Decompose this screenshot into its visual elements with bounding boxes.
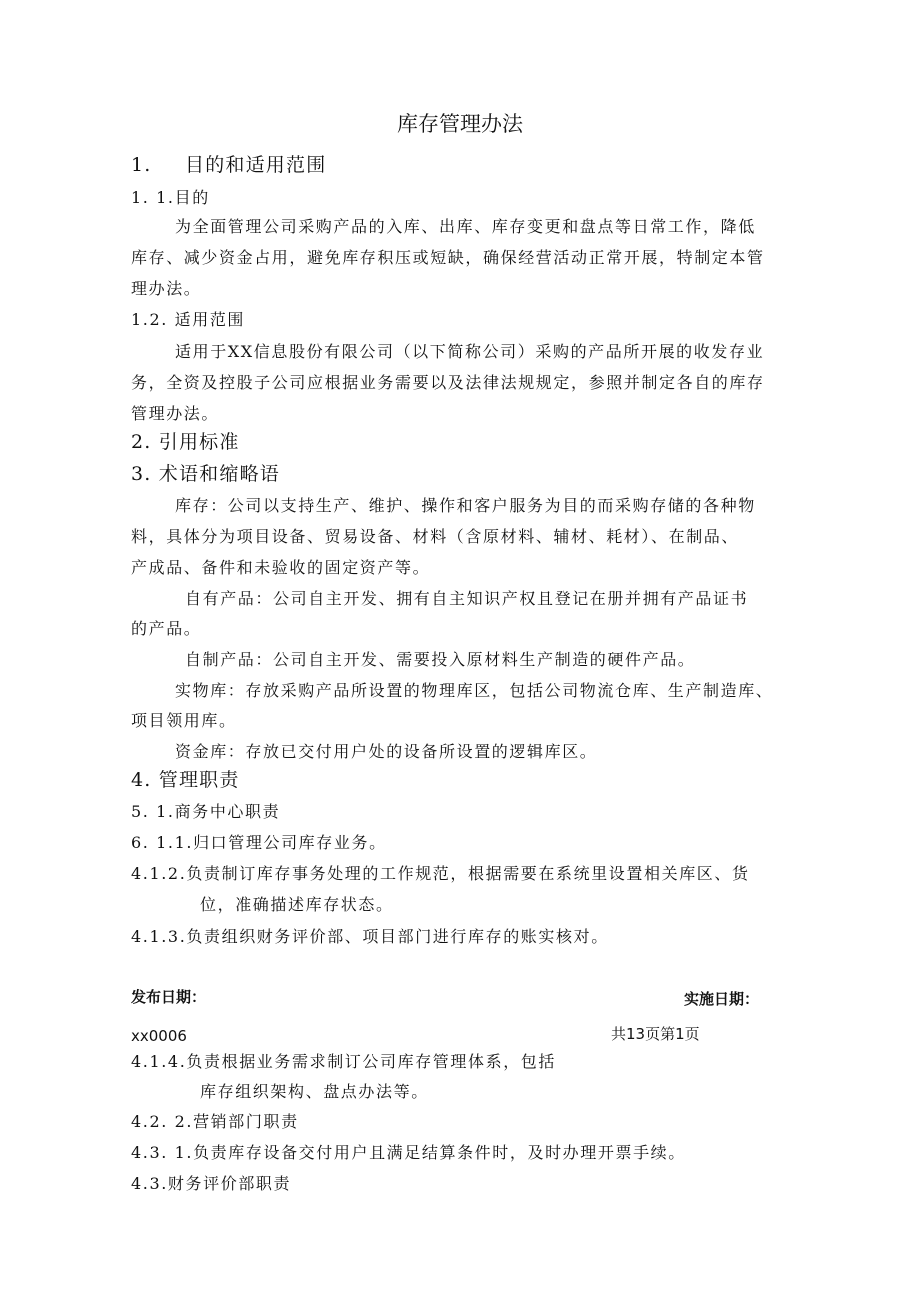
term-own-product-line-2: 的产品。: [131, 619, 202, 638]
scope-line-3: 管理办法。: [131, 404, 220, 423]
section-1-1-heading: 1. 1.目的: [131, 188, 210, 207]
term-inventory-line-2: 料，具体分为项目设备、贸易设备、材料（含原材料、辅材、耗材）、在制品、: [131, 527, 740, 546]
term-physical-store-line-1: 实物库：存放采购产品所设置的物理库区，包括公司物流仓库、生产制造库、: [175, 681, 774, 700]
item-4-1-3: 4.1.3.负责组织财务评价部、项目部门进行库存的账实核对。: [131, 927, 609, 946]
item-4-1-4-line-1: 4.1.4.负责根据业务需求制订公司库存管理体系，包括: [131, 1052, 556, 1071]
document-code: xx0006: [131, 1027, 187, 1045]
item-4-3-1: 4.3. 1.负责库存设备交付用户且满足结算条件时，及时办理开票手续。: [131, 1143, 686, 1162]
item-4-1-2-line-1: 4.1.2.负责制订库存事务处理的工作规范，根据需要在系统里设置相关库区、货: [131, 864, 750, 883]
purpose-line-3: 理办法。: [131, 279, 202, 298]
section-4-1-heading: 5. 1.商务中心职责: [131, 802, 281, 821]
term-own-product-line-1: 自有产品：公司自主开发、拥有自主知识产权且登记在册并拥有产品证书: [185, 589, 749, 608]
scope-line-1: 适用于XX信息股份有限公司（以下简称公司）采购的产品所开展的收发存业: [175, 342, 765, 361]
item-4-1-4-line-2: 库存组织架构、盘点办法等。: [200, 1082, 429, 1101]
section-1-number: 1.: [131, 154, 152, 176]
section-4-heading: 4. 管理职责: [131, 769, 240, 791]
term-self-made-product: 自制产品：公司自主开发、需要投入原材料生产制造的硬件产品。: [185, 650, 696, 669]
item-4-1-2-line-2: 位，准确描述库存状态。: [200, 895, 394, 914]
item-4-1-1: 6. 1.1.归口管理公司库存业务。: [131, 833, 387, 852]
purpose-line-2: 库存、减少资金占用，避免库存积压或短缺，确保经营活动正常开展，特制定本管: [131, 248, 765, 267]
term-physical-store-line-2: 项目领用库。: [131, 711, 237, 730]
page-title: 库存管理办法: [397, 112, 523, 136]
implement-date-label: 实施日期：: [684, 990, 760, 1008]
section-4-3-heading: 4.3.财务评价部职责: [131, 1174, 292, 1193]
term-fund-store: 资金库：存放已交付用户处的设备所设置的逻辑库区。: [175, 742, 598, 761]
publish-date-label: 发布日期：: [131, 988, 207, 1006]
term-inventory-line-3: 产成品、备件和未验收的固定资产等。: [131, 558, 431, 577]
scope-line-2: 务，全资及控股子公司应根据业务需要以及法律法规规定，参照并制定各自的库存: [131, 373, 765, 392]
term-inventory-line-1: 库存：公司以支持生产、维护、操作和客户服务为目的而采购存储的各种物: [175, 496, 756, 515]
page-number: 共13页第1页: [611, 1025, 700, 1043]
purpose-line-1: 为全面管理公司采购产品的入库、出库、库存变更和盘点等日常工作，降低: [175, 217, 756, 236]
section-1-2-heading: 1.2. 适用范围: [131, 310, 246, 329]
section-1-heading: 目的和适用范围: [185, 154, 327, 176]
section-3-heading: 3. 术语和缩略语: [131, 463, 280, 485]
section-2-heading: 2. 引用标准: [131, 431, 240, 453]
section-4-2-heading: 4.2. 2.营销部门职责: [131, 1112, 299, 1131]
